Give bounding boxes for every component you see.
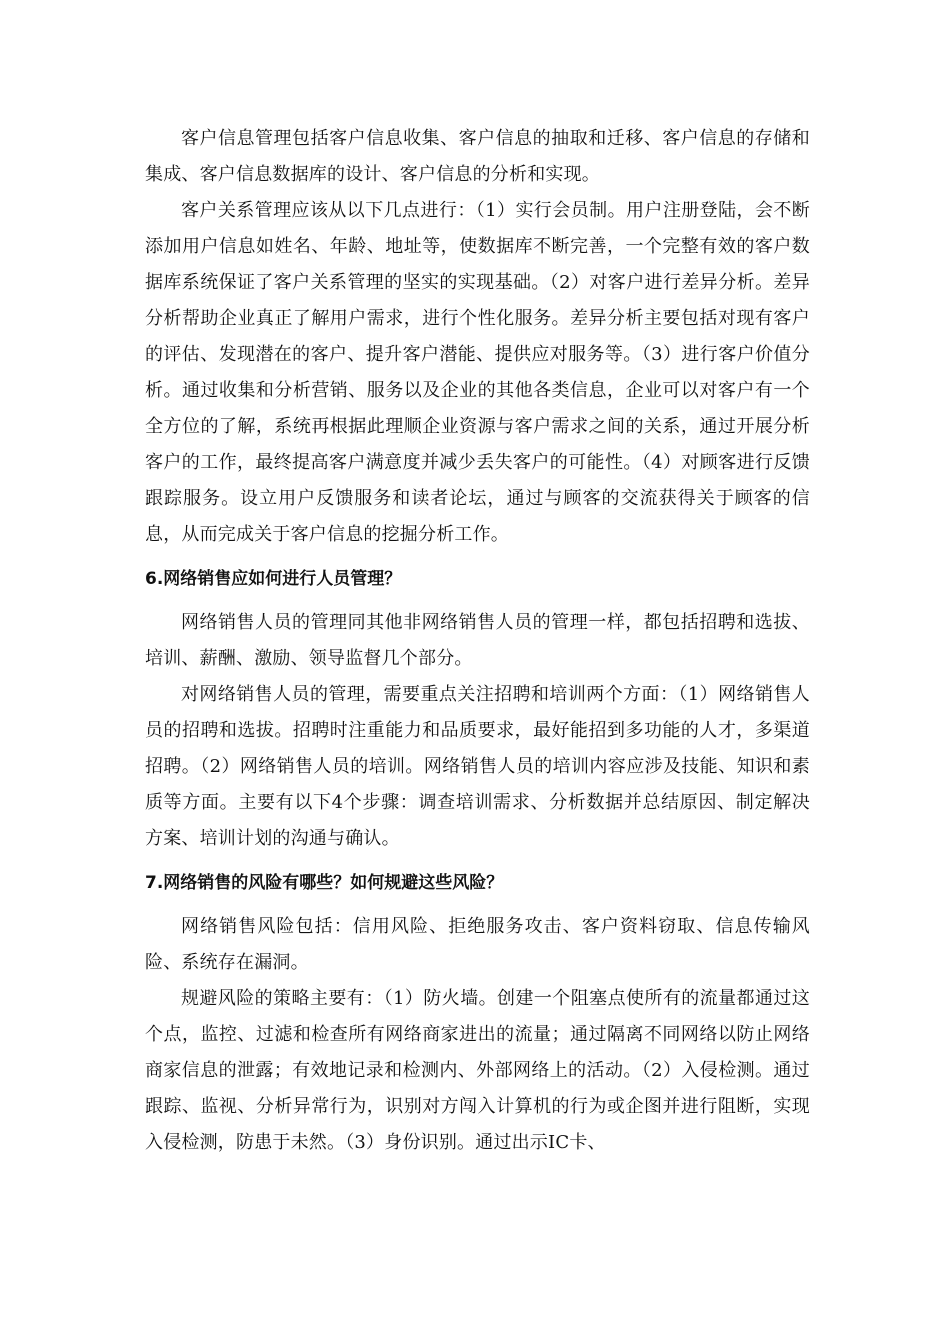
section-7-heading: 7.网络销售的风险有哪些？如何规避这些风险？ [145,873,504,893]
paragraph-customer-info-management: 客户信息管理包括客户信息收集、客户信息的抽取和迁移、客户信息的存储和集成、客户信息数据库的设计、客户信息的分析和实现。 [145,128,810,185]
section-6-heading: 6.网络销售应如何进行人员管理？ [145,569,402,589]
paragraph-risk-strategies: 规避风险的策略主要有：（1）防火墙。创建一个阻塞点使所有的流量都通过这个点，监控、过滤和检查所有网络商家进出的流量；通过隔离不同网络以防止网络商家信息的泄露；有效地记录和检测内、外部网络上的活动。（2）入侵检测。通过跟踪、监视、分析异常行为，识别对方闯入计算机的行为或企图并进行阻断，实现入侵检测，防患于未然。（3）身份识别。通过出示IC卡、 [145,988,810,1153]
paragraph-crm-steps: 客户关系管理应该从以下几点进行：（1）实行会员制。用户注册登陆，会不断添加用户信息如姓名、年龄、地址等，使数据库不断完善，一个完整有效的客户数据库系统保证了客户关系管理的坚实的实现基础。（2）对客户进行差异分析。差异分析帮助企业真正了解用户需求，进行个性化服务。差异分析主要包括对现有客户的评估、发现潜在的客户、提升客户潜能、提供应对服务等。（3）进行客户价值分析。通过收集和分析营销、服务以及企业的其他各类信息，企业可以对客户有一个全方位的了解，系统再根据此理顺企业资源与客户需求之间的关系，通过开展分析客户的工作，最终提高客户满意度并减少丢失客户的可能性。（4）对顾客进行反馈跟踪服务。设立用户反馈服务和读者论坛，通过与顾客的交流获得关于顾客的信息，从而完成关于客户信息的挖掘分析工作。 [145,200,810,545]
paragraph-recruit-training: 对网络销售人员的管理，需要重点关注招聘和培训两个方面：（1）网络销售人员的招聘和选拔。招聘时注重能力和品质要求，最好能招到多功能的人才，多渠道招聘。（2）网络销售人员的培训。网络销售人员的培训内容应涉及技能、知识和素质等方面。主要有以下4个步骤：调查培训需求、分析数据并总结原因、制定解决方案、培训计划的沟通与确认。 [145,684,810,849]
document-page [145,121,810,1161]
paragraph-sales-staff-management: 网络销售人员的管理同其他非网络销售人员的管理一样，都包括招聘和选拔、培训、薪酬、激励、领导监督几个部分。 [145,612,810,669]
paragraph-sales-risks: 网络销售风险包括：信用风险、拒绝服务攻击、客户资料窃取、信息传输风险、系统存在漏洞。 [145,916,810,973]
